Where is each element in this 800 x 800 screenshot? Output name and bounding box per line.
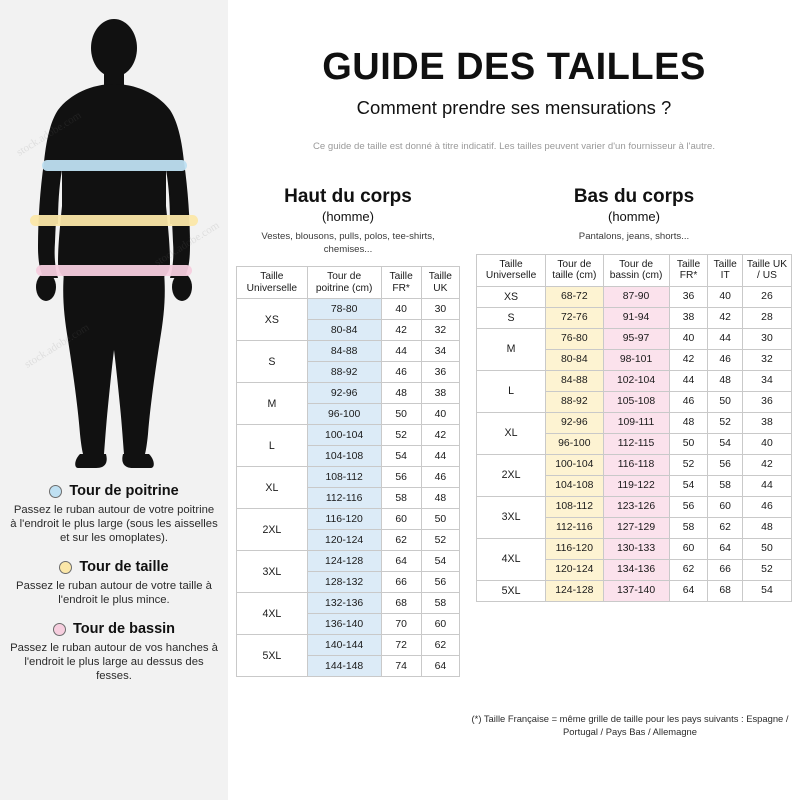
column-header: Taille Universelle <box>477 254 546 286</box>
table-row <box>477 412 792 433</box>
size-it-cell: 64 <box>708 538 742 559</box>
table-row <box>237 467 460 488</box>
page-title: GUIDE DES TAILLES <box>322 46 706 88</box>
chest-cell: 108-112 <box>307 467 381 488</box>
hip-cell: 130-133 <box>603 538 669 559</box>
table-row <box>237 551 460 572</box>
size-cell: XL <box>477 412 546 454</box>
column-header: Tour de bassin (cm) <box>603 254 669 286</box>
size-fr-cell: 38 <box>669 307 708 328</box>
size-uk-cell: 40 <box>421 404 459 425</box>
bottom-size-table <box>476 254 792 602</box>
table-row <box>237 425 460 446</box>
size-it-cell: 44 <box>708 328 742 349</box>
waist-cell: 72-76 <box>546 307 603 328</box>
bottom-table-description: Pantalons, jeans, shorts... <box>578 231 690 242</box>
size-uk-cell: 54 <box>421 551 459 572</box>
size-fr-cell: 52 <box>381 425 421 446</box>
size-uk-cell: 52 <box>421 530 459 551</box>
hip-color-dot-icon <box>53 623 66 636</box>
chest-cell: 100-104 <box>307 425 381 446</box>
size-uk-cell: 34 <box>421 341 459 362</box>
size-uk-cell: 42 <box>421 425 459 446</box>
size-cell: M <box>477 328 546 370</box>
top-body-section <box>228 186 468 677</box>
top-table-gender: (homme) <box>321 209 374 224</box>
hip-cell: 116-118 <box>603 454 669 475</box>
size-fr-cell: 64 <box>381 551 421 572</box>
header <box>228 0 800 152</box>
size-uk-us-cell: 48 <box>742 517 791 538</box>
chest-cell: 92-96 <box>307 383 381 404</box>
hip-cell: 109-111 <box>603 412 669 433</box>
size-uk-us-cell: 52 <box>742 559 791 580</box>
size-it-cell: 56 <box>708 454 742 475</box>
size-uk-us-cell: 30 <box>742 328 791 349</box>
size-fr-cell: 60 <box>669 538 708 559</box>
size-it-cell: 50 <box>708 391 742 412</box>
size-uk-cell: 56 <box>421 572 459 593</box>
size-fr-cell: 54 <box>669 475 708 496</box>
size-fr-cell: 62 <box>381 530 421 551</box>
table-row <box>237 635 460 656</box>
legend-item-hip <box>0 621 228 683</box>
size-fr-cell: 48 <box>669 412 708 433</box>
top-size-table <box>236 266 460 677</box>
size-uk-us-cell: 34 <box>742 370 791 391</box>
size-it-cell: 66 <box>708 559 742 580</box>
column-header: Taille UK <box>421 267 459 299</box>
chest-cell: 104-108 <box>307 446 381 467</box>
size-cell: 2XL <box>477 454 546 496</box>
size-cell: L <box>477 370 546 412</box>
table-row <box>477 328 792 349</box>
size-uk-cell: 32 <box>421 320 459 341</box>
size-fr-cell: 56 <box>669 496 708 517</box>
size-uk-us-cell: 54 <box>742 580 791 601</box>
waist-cell: 68-72 <box>546 286 603 307</box>
top-table-description: Vestes, blousons, pulls, polos, tee-shirts, chemises... <box>261 231 435 255</box>
chest-cell: 136-140 <box>307 614 381 635</box>
chest-cell: 132-136 <box>307 593 381 614</box>
size-uk-us-cell: 42 <box>742 454 791 475</box>
table-row <box>237 383 460 404</box>
size-uk-cell: 36 <box>421 362 459 383</box>
size-uk-us-cell: 50 <box>742 538 791 559</box>
size-fr-cell: 36 <box>669 286 708 307</box>
footnote: (*) Taille Française = même grille de taille pour les pays suivants : Espagne / Portugal / Pays Bas / Allemagne <box>471 713 789 737</box>
legend-text-chest: Passez le ruban autour de votre poitrine à l'endroit le plus large (sous les aisselles et sur les omoplates). <box>10 504 218 544</box>
size-cell: S <box>237 341 308 383</box>
waist-cell: 80-84 <box>546 349 603 370</box>
waist-cell: 88-92 <box>546 391 603 412</box>
size-fr-cell: 68 <box>381 593 421 614</box>
column-header: Taille IT <box>708 254 742 286</box>
size-uk-us-cell: 40 <box>742 433 791 454</box>
chest-cell: 140-144 <box>307 635 381 656</box>
size-fr-cell: 54 <box>381 446 421 467</box>
chest-cell: 116-120 <box>307 509 381 530</box>
table-row <box>477 454 792 475</box>
waist-color-dot-icon <box>59 561 72 574</box>
waist-cell: 116-120 <box>546 538 603 559</box>
chest-cell: 120-124 <box>307 530 381 551</box>
size-fr-cell: 44 <box>669 370 708 391</box>
hip-cell: 91-94 <box>603 307 669 328</box>
watermark: stock.adobe.com <box>22 321 92 371</box>
size-it-cell: 54 <box>708 433 742 454</box>
size-uk-us-cell: 38 <box>742 412 791 433</box>
size-uk-cell: 46 <box>421 467 459 488</box>
size-it-cell: 60 <box>708 496 742 517</box>
waist-cell: 104-108 <box>546 475 603 496</box>
size-cell: 4XL <box>477 538 546 580</box>
hip-cell: 123-126 <box>603 496 669 517</box>
size-cell: L <box>237 425 308 467</box>
body-figure <box>0 10 228 475</box>
size-fr-cell: 46 <box>669 391 708 412</box>
size-uk-us-cell: 36 <box>742 391 791 412</box>
table-row <box>237 299 460 320</box>
size-fr-cell: 70 <box>381 614 421 635</box>
size-uk-cell: 64 <box>421 656 459 677</box>
legend-text-hip: Passez le ruban autour de vos hanches à l'endroit le plus large au dessus des fesses. <box>10 642 218 682</box>
chest-cell: 84-88 <box>307 341 381 362</box>
chest-cell: 96-100 <box>307 404 381 425</box>
hip-cell: 98-101 <box>603 349 669 370</box>
size-it-cell: 68 <box>708 580 742 601</box>
size-fr-cell: 58 <box>381 488 421 509</box>
size-fr-cell: 66 <box>381 572 421 593</box>
hip-cell: 137-140 <box>603 580 669 601</box>
hip-cell: 95-97 <box>603 328 669 349</box>
size-cell: 2XL <box>237 509 308 551</box>
chest-cell: 78-80 <box>307 299 381 320</box>
size-fr-cell: 40 <box>669 328 708 349</box>
legend <box>0 483 228 697</box>
size-uk-us-cell: 26 <box>742 286 791 307</box>
size-uk-cell: 62 <box>421 635 459 656</box>
chest-cell: 124-128 <box>307 551 381 572</box>
size-it-cell: 42 <box>708 307 742 328</box>
legend-label-waist: Tour de taille <box>79 559 169 575</box>
size-fr-cell: 50 <box>381 404 421 425</box>
size-fr-cell: 42 <box>669 349 708 370</box>
size-cell: M <box>237 383 308 425</box>
size-fr-cell: 46 <box>381 362 421 383</box>
size-it-cell: 40 <box>708 286 742 307</box>
size-uk-us-cell: 28 <box>742 307 791 328</box>
column-header: Tour de taille (cm) <box>546 254 603 286</box>
size-fr-cell: 58 <box>669 517 708 538</box>
chest-cell: 80-84 <box>307 320 381 341</box>
size-fr-cell: 40 <box>381 299 421 320</box>
size-cell: XL <box>237 467 308 509</box>
legend-text-waist: Passez le ruban autour de votre taille à l'endroit le plus mince. <box>16 580 212 606</box>
bottom-table-title: Bas du corps <box>573 186 695 207</box>
waist-cell: 112-116 <box>546 517 603 538</box>
size-uk-cell: 30 <box>421 299 459 320</box>
size-fr-cell: 60 <box>381 509 421 530</box>
size-uk-us-cell: 44 <box>742 475 791 496</box>
table-row <box>237 593 460 614</box>
size-fr-cell: 74 <box>381 656 421 677</box>
waist-cell: 76-80 <box>546 328 603 349</box>
size-fr-cell: 72 <box>381 635 421 656</box>
hip-measure-band <box>36 265 192 276</box>
page-subtitle: Comment prendre ses mensurations ? <box>356 97 672 118</box>
column-header: Taille FR* <box>381 267 421 299</box>
disclaimer-text: Ce guide de taille est donné à titre indicatif. Les tailles peuvent varier d'un fournisseur à l'autre. <box>312 141 716 152</box>
waist-cell: 100-104 <box>546 454 603 475</box>
size-uk-us-cell: 46 <box>742 496 791 517</box>
size-uk-cell: 58 <box>421 593 459 614</box>
size-cell: 5XL <box>477 580 546 601</box>
table-row <box>237 341 460 362</box>
table-row <box>477 496 792 517</box>
hip-cell: 102-104 <box>603 370 669 391</box>
size-uk-cell: 44 <box>421 446 459 467</box>
size-it-cell: 58 <box>708 475 742 496</box>
size-fr-cell: 48 <box>381 383 421 404</box>
hip-cell: 127-129 <box>603 517 669 538</box>
hip-cell: 119-122 <box>603 475 669 496</box>
hip-cell: 112-115 <box>603 433 669 454</box>
size-fr-cell: 64 <box>669 580 708 601</box>
waist-cell: 84-88 <box>546 370 603 391</box>
size-fr-cell: 62 <box>669 559 708 580</box>
column-header: Taille Universelle <box>237 267 308 299</box>
size-uk-cell: 48 <box>421 488 459 509</box>
chest-cell: 128-132 <box>307 572 381 593</box>
size-it-cell: 48 <box>708 370 742 391</box>
table-row <box>477 370 792 391</box>
male-silhouette-icon <box>0 10 228 475</box>
size-uk-us-cell: 32 <box>742 349 791 370</box>
size-fr-cell: 56 <box>381 467 421 488</box>
table-row <box>477 580 792 601</box>
size-fr-cell: 44 <box>381 341 421 362</box>
chest-cell: 112-116 <box>307 488 381 509</box>
legend-label-chest: Tour de poitrine <box>69 483 179 499</box>
waist-cell: 96-100 <box>546 433 603 454</box>
waist-cell: 108-112 <box>546 496 603 517</box>
size-cell: 3XL <box>477 496 546 538</box>
size-cell: XS <box>237 299 308 341</box>
size-it-cell: 62 <box>708 517 742 538</box>
waist-cell: 120-124 <box>546 559 603 580</box>
top-table-title: Haut du corps <box>284 186 412 207</box>
legend-label-hip: Tour de bassin <box>72 621 176 637</box>
bottom-body-section <box>468 186 800 677</box>
table-row <box>477 286 792 307</box>
chest-color-dot-icon <box>49 485 62 498</box>
size-fr-cell: 52 <box>669 454 708 475</box>
chest-cell: 88-92 <box>307 362 381 383</box>
hip-cell: 87-90 <box>603 286 669 307</box>
tables-area <box>228 186 800 677</box>
size-it-cell: 52 <box>708 412 742 433</box>
column-header: Taille FR* <box>669 254 708 286</box>
size-it-cell: 46 <box>708 349 742 370</box>
size-uk-cell: 60 <box>421 614 459 635</box>
size-cell: 3XL <box>237 551 308 593</box>
legend-item-waist <box>0 559 228 607</box>
size-cell: 5XL <box>237 635 308 677</box>
size-cell: XS <box>477 286 546 307</box>
illustration-panel <box>0 0 228 800</box>
size-uk-cell: 38 <box>421 383 459 404</box>
chest-cell: 144-148 <box>307 656 381 677</box>
bottom-table-gender: (homme) <box>607 209 660 224</box>
column-header: Tour de poitrine (cm) <box>307 267 381 299</box>
size-fr-cell: 50 <box>669 433 708 454</box>
size-fr-cell: 42 <box>381 320 421 341</box>
hip-cell: 134-136 <box>603 559 669 580</box>
waist-cell: 92-96 <box>546 412 603 433</box>
column-header: Taille UK / US <box>742 254 791 286</box>
size-cell: S <box>477 307 546 328</box>
size-uk-cell: 50 <box>421 509 459 530</box>
waist-cell: 124-128 <box>546 580 603 601</box>
legend-item-chest <box>0 483 228 545</box>
table-row <box>477 538 792 559</box>
waist-measure-band <box>30 215 198 226</box>
table-row <box>237 509 460 530</box>
hip-cell: 105-108 <box>603 391 669 412</box>
chest-measure-band <box>42 160 187 171</box>
size-cell: 4XL <box>237 593 308 635</box>
table-row <box>477 307 792 328</box>
